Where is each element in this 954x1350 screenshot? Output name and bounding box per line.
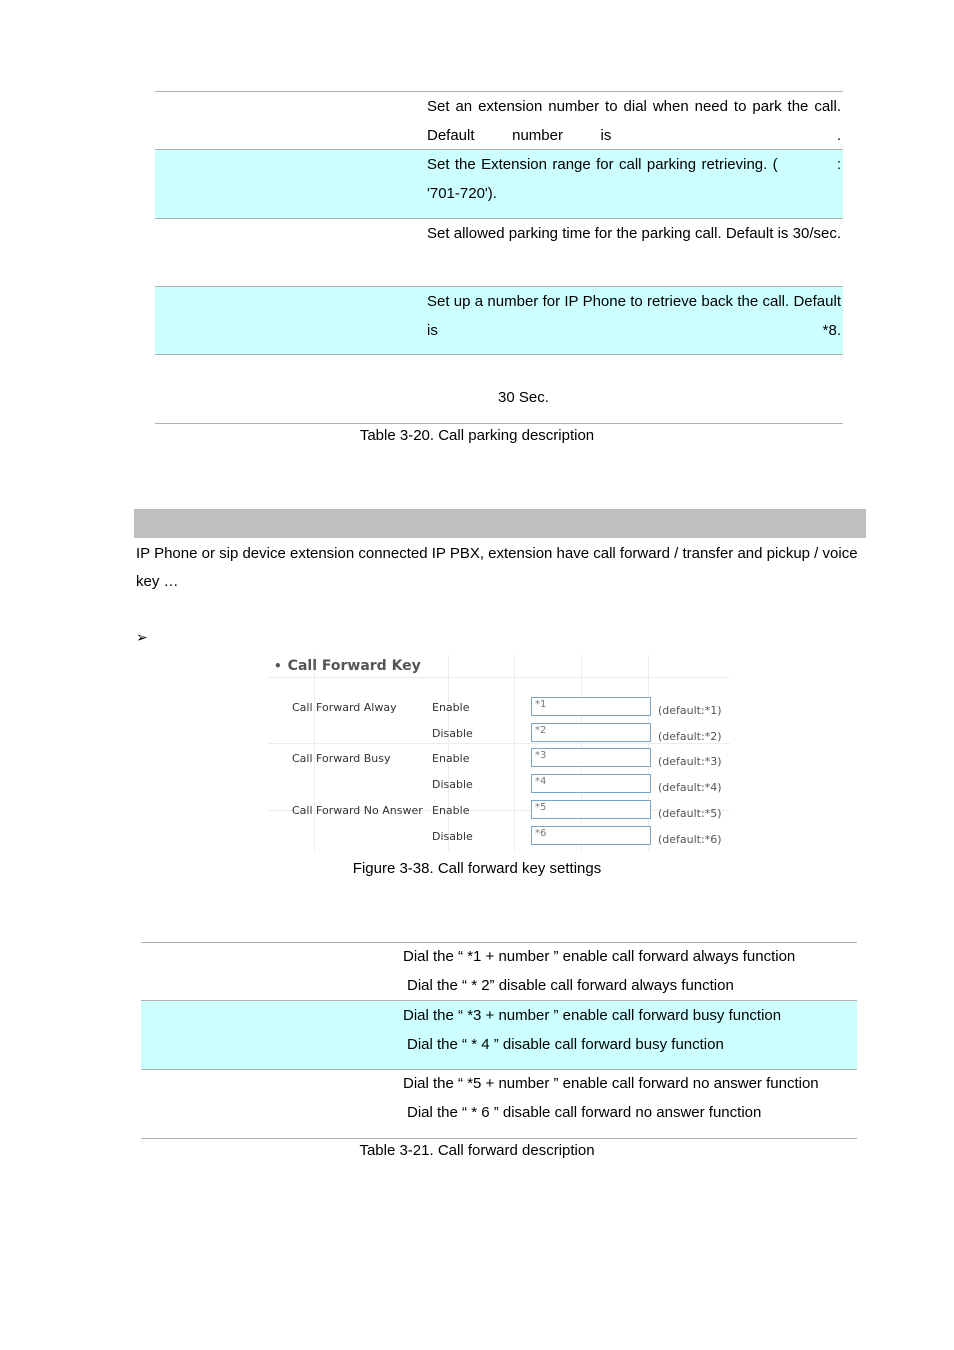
call-forward-no-answer-enable-input[interactable]: *5 — [531, 800, 651, 819]
default-hint: (default:*2) — [658, 730, 722, 743]
table-row — [141, 942, 857, 1001]
state-label: Enable — [432, 701, 470, 714]
row-line-2: Dial the “ * 6 ” disable call forward no answer function — [407, 1104, 762, 1121]
section-header-bar — [134, 509, 866, 538]
row-line-1: Dial the “ *1 + number ” enable call forward always function — [403, 948, 796, 965]
table-row — [155, 286, 843, 354]
table-row — [155, 149, 843, 218]
row-description: Set allowed parking time for the parking call. Default is 30/sec. — [427, 225, 841, 242]
row-description: Set the Extension range for call parking retrieving. ( : '701-720'). — [427, 156, 841, 202]
call-forward-always-enable-input[interactable]: *1 — [531, 697, 651, 716]
table-row — [141, 1069, 857, 1138]
table-row — [141, 1000, 857, 1069]
call-forward-always-disable-input[interactable]: *2 — [531, 723, 651, 742]
default-hint: (default:*1) — [658, 704, 722, 717]
row-line-2: Dial the “ * 4 ” disable call forward busy function — [407, 1036, 724, 1053]
row-line-1: Dial the “ *3 + number ” enable call forward busy function — [403, 1007, 782, 1024]
grid-line — [268, 743, 730, 744]
row-description: Set up a number for IP Phone to retrieve back the call. Default is *8. — [427, 293, 841, 339]
table-caption: Table 3-21. Call forward description — [359, 1142, 595, 1159]
table-row — [155, 218, 843, 286]
call-forward-busy-enable-input[interactable]: *3 — [531, 748, 651, 767]
state-label: Disable — [432, 778, 473, 791]
row-description: Set an extension number to dial when need to park the call. Default number is . — [427, 98, 841, 144]
bullet-icon: • — [274, 659, 282, 673]
default-hint: (default:*5) — [658, 807, 722, 820]
state-label: Enable — [432, 752, 470, 765]
default-hint: (default:*4) — [658, 781, 722, 794]
call-forward-no-answer-disable-input[interactable]: *6 — [531, 826, 651, 845]
call-forward-table — [141, 942, 857, 1139]
figure-caption: Figure 3-38. Call forward key settings — [352, 860, 602, 877]
default-hint: (default:*6) — [658, 833, 722, 846]
call-forward-key-figure — [268, 655, 730, 851]
group-label: Call Forward Busy — [292, 752, 391, 765]
state-label: Disable — [432, 830, 473, 843]
state-label: Disable — [432, 727, 473, 740]
call-parking-table — [155, 91, 843, 424]
default-hint: (default:*3) — [658, 755, 722, 768]
group-label: Call Forward No Answer — [292, 804, 423, 817]
row-line-2: Dial the “ * 2” disable call forward always function — [407, 977, 734, 994]
grid-line — [268, 677, 730, 678]
table-row — [155, 354, 843, 423]
figure-title-text: Call Forward Key — [287, 658, 421, 674]
group-label: Call Forward Alway — [292, 701, 397, 714]
call-forward-busy-disable-input[interactable]: *4 — [531, 774, 651, 793]
table-caption: Table 3-20. Call parking description — [359, 427, 595, 444]
section-intro: IP Phone or sip device extension connected IP PBX, extension have call forward / transfer and pickup / voice key … — [136, 545, 858, 590]
arrow-bullet-icon: ➢ — [136, 629, 148, 645]
grid-line — [514, 655, 515, 851]
figure-title — [274, 658, 421, 674]
row-line-1: Dial the “ *5 + number ” enable call forward no answer function — [403, 1075, 819, 1092]
table-row — [155, 91, 843, 150]
row-description: 30 Sec. — [498, 389, 549, 406]
state-label: Enable — [432, 804, 470, 817]
